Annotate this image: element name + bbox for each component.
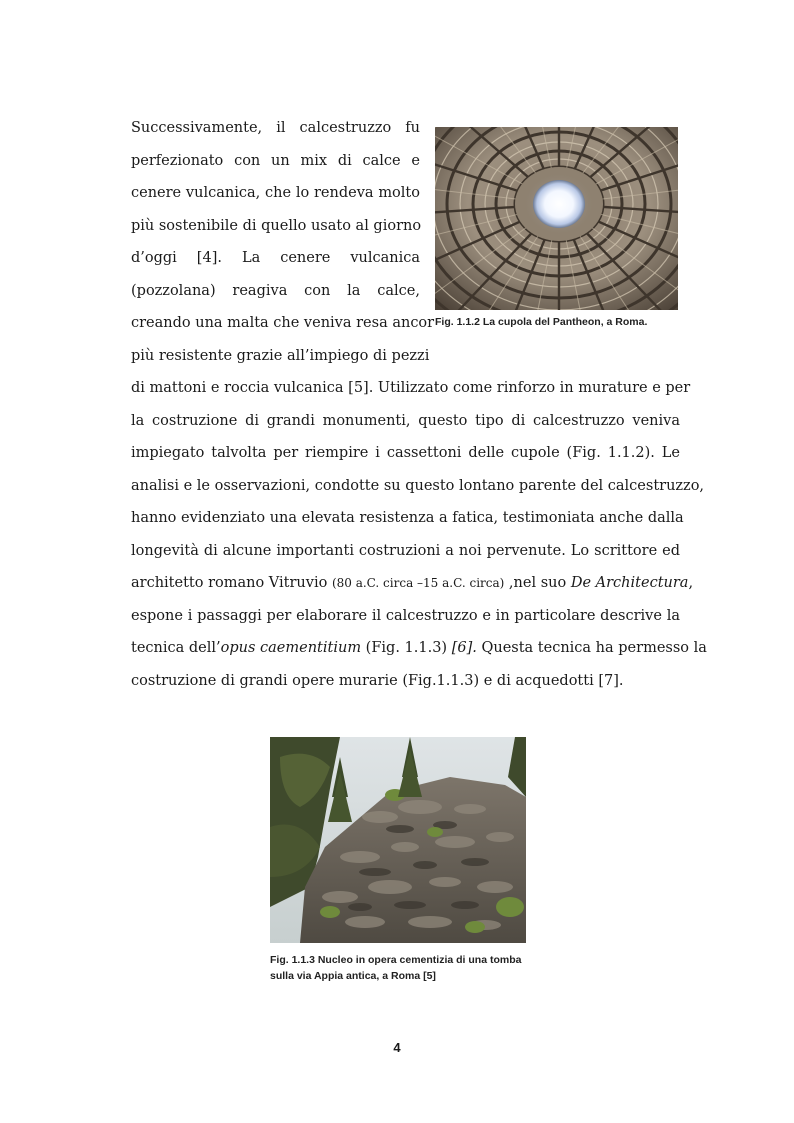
text-segment: architetto romano Vitruvio	[131, 575, 332, 591]
text-segment: tecnica dell’	[131, 640, 221, 656]
text-line: la costruzione di grandi monumenti, questo tipo di calcestruzzo veniva	[131, 412, 680, 429]
technique-name: opus caementitium	[220, 640, 362, 656]
text-line	[131, 632, 707, 665]
dates-text: (80 a.C. circa –15 a.C. circa)	[331, 576, 505, 590]
text-line: espone i passaggi per elaborare il calcestruzzo e in particolare descrive la	[131, 607, 680, 624]
page-number: 4	[393, 1040, 401, 1055]
text-segment: Questa tecnica ha permesso la	[476, 640, 707, 656]
text-line: cenere vulcanica, che lo rendeva molto	[131, 185, 420, 201]
text-line: longevità di alcune importanti costruzioni a noi pervenute. Lo scrittore ed	[131, 542, 680, 559]
text-line: più sostenibile di quello usato al giorno	[131, 217, 422, 234]
caption-line: sulla via Appia antica, a Roma [5]	[270, 970, 436, 982]
text-line: costruzione di grandi opere murarie (Fig.1.1.3) e di acquedotti [7].	[131, 672, 624, 689]
text-line: creando una malta che veniva resa ancor	[131, 315, 435, 331]
text-segment: ,nel suo	[504, 575, 571, 591]
citation: [6].	[451, 640, 477, 656]
book-title: De Architectura	[570, 575, 689, 591]
text-line: analisi e le osservazioni, condotte su questo lontano parente del calcestruzzo,	[131, 477, 705, 494]
caption-line: Fig. 1.1.3 Nucleo in opera cementizia di una tomba	[270, 954, 522, 966]
text-line: (pozzolana) reagiva con la calce,	[131, 282, 420, 299]
text-line: di mattoni e roccia vulcanica [5]. Utilizzato come rinforzo in murature e per	[131, 380, 691, 396]
text-column-top	[131, 112, 435, 372]
text-line: più resistente grazie all’impiego di pezzi	[131, 347, 430, 364]
figure-caption-tomb	[270, 952, 521, 984]
text-line: d’oggi [4]. La cenere vulcanica	[131, 250, 420, 266]
text-line: Successivamente, il calcestruzzo fu	[131, 120, 420, 136]
pantheon-dome-photo	[435, 127, 678, 310]
text-segment: (Fig. 1.1.3)	[361, 640, 452, 656]
appia-tomb-photo	[270, 737, 526, 943]
text-line	[131, 567, 694, 600]
text-segment: ,	[688, 575, 694, 591]
text-column-main	[131, 372, 707, 697]
text-line: hanno evidenziato una elevata resistenza a fatica, testimoniata anche dalla	[131, 510, 684, 526]
text-line: perfezionato con un mix di calce e	[131, 152, 420, 169]
text-line: impiegato talvolta per riempire i cassettoni delle cupole (Fig. 1.1.2). Le	[131, 445, 680, 461]
figure-caption-pantheon: Fig. 1.1.2 La cupola del Pantheon, a Roma.	[435, 316, 648, 328]
